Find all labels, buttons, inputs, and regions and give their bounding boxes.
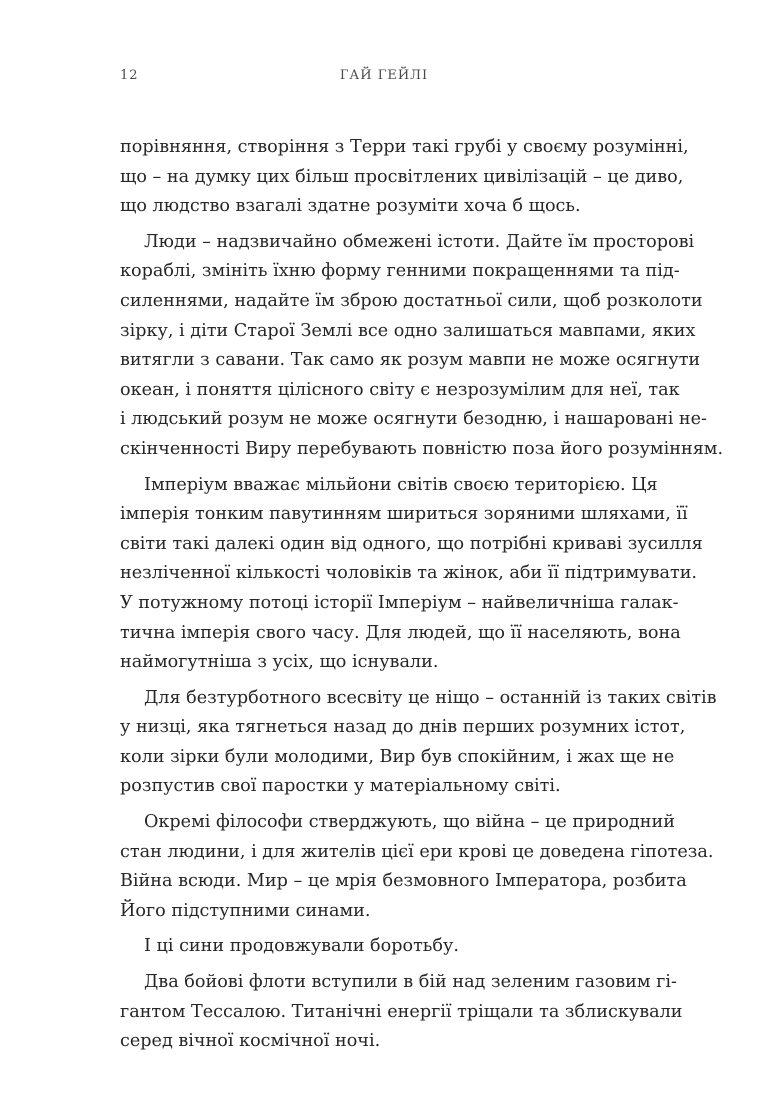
page-number: 12 bbox=[120, 68, 139, 83]
text-line: силеннями, надайте їм зброю достатньої сили, щоб розколоти bbox=[120, 290, 703, 311]
text-line: що – на думку цих більш просвітлених цивілізацій – це диво, bbox=[120, 166, 684, 187]
paragraph bbox=[120, 932, 648, 962]
text-line: тична імперія свого часу. Для людей, що її населяють, вона bbox=[120, 622, 681, 643]
body-text bbox=[120, 133, 724, 1057]
text-line: Два бойові флоти вступили в бій над зеленим газовим гі- bbox=[144, 972, 677, 993]
book-title: ГАЙ ГЕЙЛІ bbox=[339, 68, 429, 83]
text-line: розпустив свої паростки у матеріальному світі. bbox=[120, 776, 561, 797]
paragraph bbox=[120, 471, 703, 678]
text-line: Окремі філософи стверджують, що війна – це природний bbox=[144, 812, 675, 833]
text-line: Війна всюди. Мир – це мрія безмовного Імператора, розбита bbox=[120, 871, 687, 892]
text-line: океан, і поняття цілісного світу є незрозумілим для неї, так bbox=[120, 379, 680, 400]
text-line: Імперіум вважає мільйони світів своєю територією. Ця bbox=[144, 474, 658, 495]
text-line: Люди – надзвичайно обмежені істоти. Дайте їм просторові bbox=[144, 231, 695, 252]
text-line: Його підступними синами. bbox=[120, 900, 371, 921]
text-line: витягли з савани. Так само як розум мавпи не може осягнути bbox=[120, 350, 701, 371]
text-line: скінченності Виру перебувають повністю поза його розумінням. bbox=[120, 438, 724, 459]
text-line: Для безтурботного всесвіту це ніщо – останній із таких світів bbox=[144, 687, 717, 708]
paragraph bbox=[120, 808, 714, 926]
text-line: серед вічної космічної ночі. bbox=[120, 1031, 381, 1052]
text-line: коли зірки були молодими, Вир був спокійним, і жах ще не bbox=[120, 746, 675, 767]
text-line: і людський розум не може осягнути безодню, і нашаровані не- bbox=[120, 409, 708, 430]
text-line: гантом Тессалою. Титанічні енергії тріщали та зблискували bbox=[120, 1001, 683, 1022]
text-line: кораблі, змініть їхню форму генними покращеннями та під- bbox=[120, 261, 680, 282]
text-line: І ці сини продовжували боротьбу. bbox=[144, 936, 459, 957]
text-line: зірку, і діти Старої Землі все одно залишаться мавпами, яких bbox=[120, 320, 696, 341]
text-line: світи такі далекі один від одного, що потрібні криваві зусилля bbox=[120, 533, 703, 554]
paragraph bbox=[120, 968, 683, 1057]
paragraph bbox=[120, 684, 717, 802]
paragraph bbox=[120, 228, 724, 465]
text-line: порівняння, створіння з Терри такі грубі у своєму розумінні, bbox=[120, 137, 689, 157]
text-line: що людство взагалі здатне розуміти хоча б щось. bbox=[120, 196, 581, 217]
text-line: незліченної кількості чоловіків та жінок, аби її підтримувати. bbox=[120, 563, 698, 584]
running-header bbox=[120, 68, 648, 88]
text-line: стан людини, і для жителів цієї ери крові це доведена гіпотеза. bbox=[120, 841, 714, 862]
text-line: наймогутніша з усіх, що існували. bbox=[120, 652, 439, 673]
text-line: у низці, яка тягнеться назад до днів перших розумних істот, bbox=[120, 717, 686, 738]
paragraph bbox=[120, 133, 689, 222]
text-line: імперія тонким павутинням шириться зоряними шляхами, її bbox=[120, 504, 688, 525]
text-line: У потужному потоці історії Імперіум – найвеличніша галак- bbox=[120, 592, 679, 613]
